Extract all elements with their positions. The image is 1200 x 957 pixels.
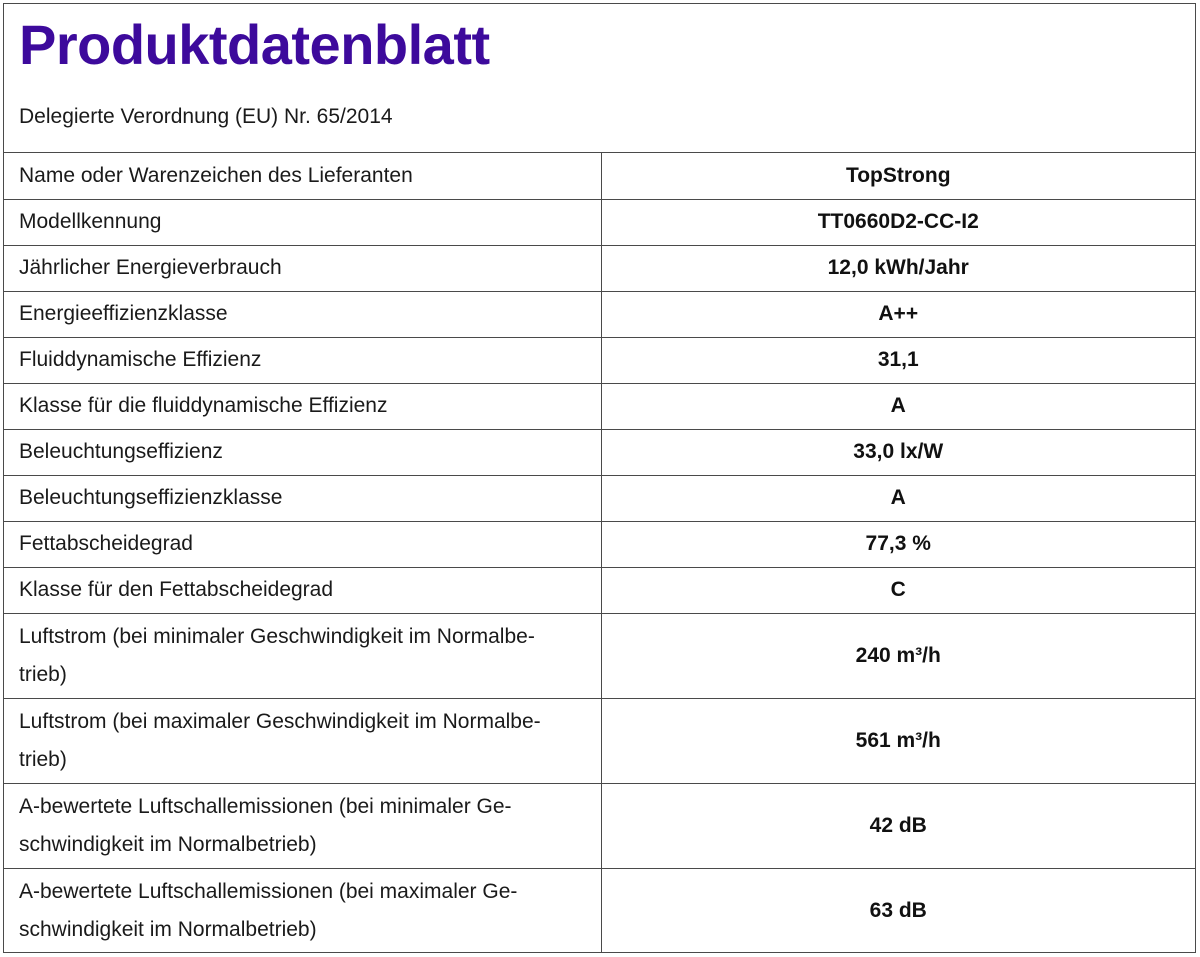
row-label: Modellkennung (4, 199, 601, 245)
row-label: Fluiddynamische Effizienz (4, 337, 601, 383)
row-value: 561 m³/h (601, 698, 1195, 783)
row-value: 31,1 (601, 337, 1195, 383)
row-label: Luftstrom (bei maximaler Geschwindigkeit im Normalbe- trieb) (4, 698, 601, 783)
row-value: 240 m³/h (601, 613, 1195, 698)
table-row (4, 567, 1195, 613)
row-value: A (601, 475, 1195, 521)
specification-table (4, 153, 1195, 953)
table-row (4, 337, 1195, 383)
table-row (4, 698, 1195, 783)
row-value: 12,0 kWh/Jahr (601, 245, 1195, 291)
row-label: Beleuchtungseffizienzklasse (4, 475, 601, 521)
regulation-subtitle: Delegierte Verordnung (EU) Nr. 65/2014 (19, 105, 393, 128)
row-label: A-bewertete Luftschallemissionen (bei maximaler Ge- schwindigkeit im Normalbetrieb) (4, 868, 601, 953)
table-row (4, 291, 1195, 337)
row-value: A (601, 383, 1195, 429)
row-value: 77,3 % (601, 521, 1195, 567)
row-label: Fettabscheidegrad (4, 521, 601, 567)
specification-table-body (4, 153, 1195, 953)
page-title: Produktdatenblatt (19, 13, 490, 76)
table-row (4, 868, 1195, 953)
row-label: Name oder Warenzeichen des Lieferanten (4, 153, 601, 199)
table-row (4, 521, 1195, 567)
table-row (4, 383, 1195, 429)
row-label: Klasse für die fluiddynamische Effizienz (4, 383, 601, 429)
row-label: Jährlicher Energieverbrauch (4, 245, 601, 291)
table-row (4, 245, 1195, 291)
row-value: 42 dB (601, 783, 1195, 868)
product-data-sheet (3, 3, 1196, 953)
table-row (4, 199, 1195, 245)
row-value: 63 dB (869, 899, 927, 923)
row-label: A-bewertete Luftschallemissionen (bei minimaler Ge- schwindigkeit im Normalbetrieb) (4, 783, 601, 868)
row-label: Klasse für den Fettabscheidegrad (4, 567, 601, 613)
table-row (4, 153, 1195, 199)
row-label: Energieeffizienzklasse (4, 291, 601, 337)
row-value: A++ (601, 291, 1195, 337)
table-row (4, 475, 1195, 521)
row-value: TopStrong (601, 153, 1195, 199)
row-label: Luftstrom (bei minimaler Geschwindigkeit im Normalbe- trieb) (4, 613, 601, 698)
row-label: Beleuchtungseffizienz (4, 429, 601, 475)
row-value: 33,0 lx/W (601, 429, 1195, 475)
table-row (4, 429, 1195, 475)
row-value: C (601, 567, 1195, 613)
sheet-header (4, 4, 1195, 153)
table-row (4, 783, 1195, 868)
row-value: TT0660D2-CC-I2 (601, 199, 1195, 245)
table-row (4, 613, 1195, 698)
